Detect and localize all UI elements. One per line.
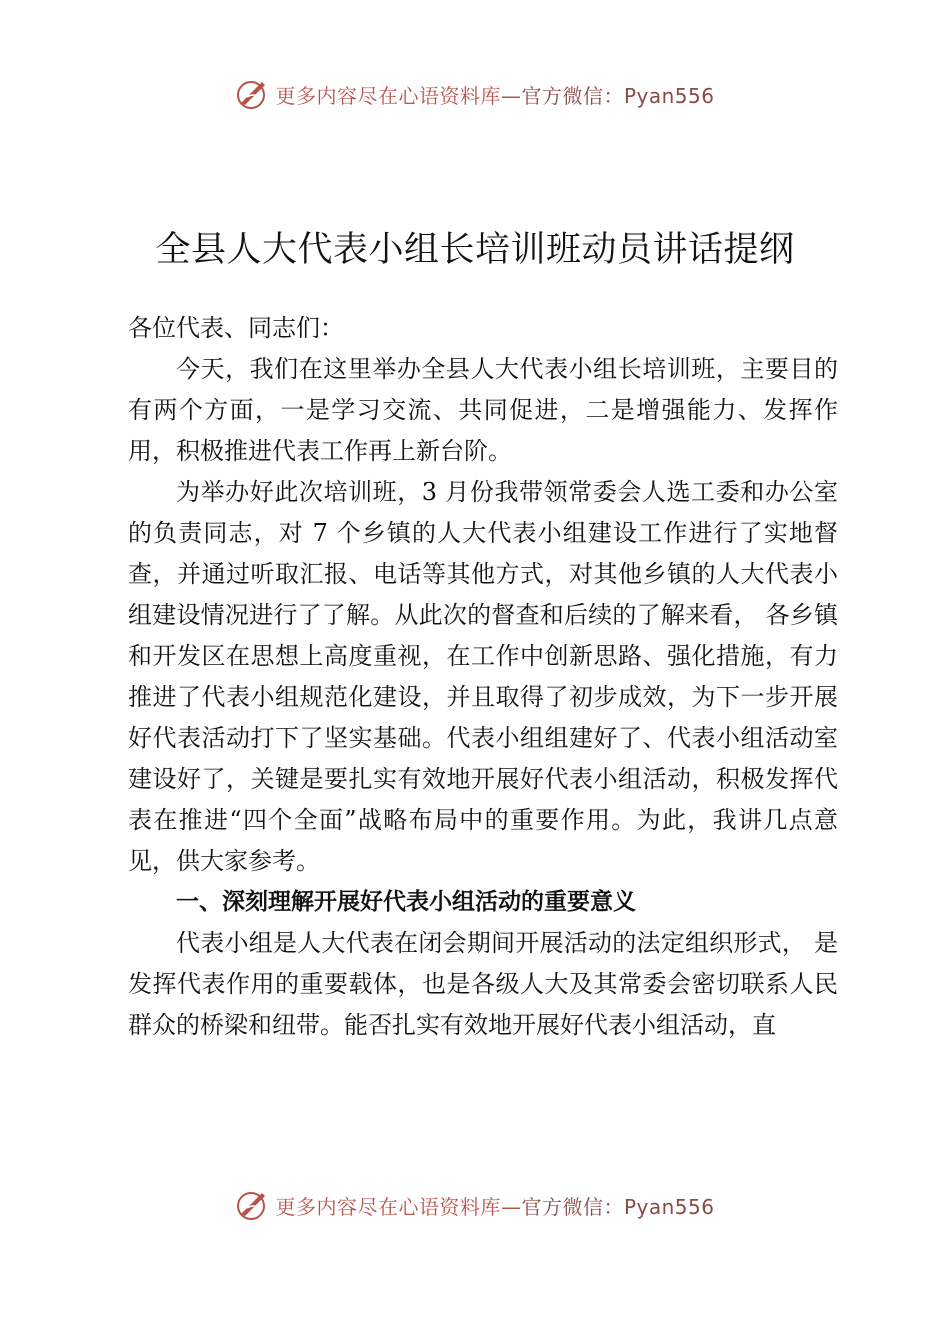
- document-body: [128, 308, 838, 1046]
- watermark-text: 更多内容尽在心语资料库—官方微信：Pyan556: [275, 83, 715, 108]
- paragraph: 今天，我们在这里举办全县人大代表小组长培训班，主要目的有两个方面，一是学习交流、共同促进，二是增强能力、发挥作用，积极推进代表工作再上新台阶。: [128, 355, 838, 465]
- salutation: 各位代表、同志们：: [128, 314, 344, 342]
- quill-pen-logo-icon: [235, 77, 269, 111]
- paragraph: 代表小组是人大代表在闭会期间开展活动的法定组织形式， 是发挥代表作用的重要载体，也是各级人大及其常委会密切联系人民群众的桥梁和纽带。能否扎实有效地开展好代表小组活动，直: [128, 929, 838, 1039]
- watermark-text: 更多内容尽在心语资料库—官方微信：Pyan556: [275, 1194, 715, 1219]
- header-watermark: [0, 74, 950, 114]
- section-heading: 一、深刻理解开展好代表小组活动的重要意义: [176, 889, 636, 915]
- document-title: 全县人大代表小组长培训班动员讲话提纲: [155, 230, 795, 270]
- footer-watermark: [0, 1185, 950, 1225]
- paragraph: 为举办好此次培训班，3 月份我带领常委会人选工委和办公室的负责同志，对 7 个乡镇的人大代表小组建设工作进行了实地督查，并通过听取汇报、电话等其他方式，对其他乡镇的人大代表小组建设情况进行了了解。从此次的督查和后续的了解来看， 各乡镇和开发区在思想上高度重视，在工作中创新思路、强化措施，有力推进了代表小组规范化建设，并且取得了初步成效，为下一步开展好代表活动打下了坚实基础。代表小组组建好了、代表小组活动室建设好了，关键是要扎实有效地开展好代表小组活动，积极发挥代表在推进“四个全面”战略布局中的重要作用。为此，我讲几点意见，供大家参考。: [128, 478, 838, 875]
- quill-pen-logo-icon: [235, 1188, 269, 1222]
